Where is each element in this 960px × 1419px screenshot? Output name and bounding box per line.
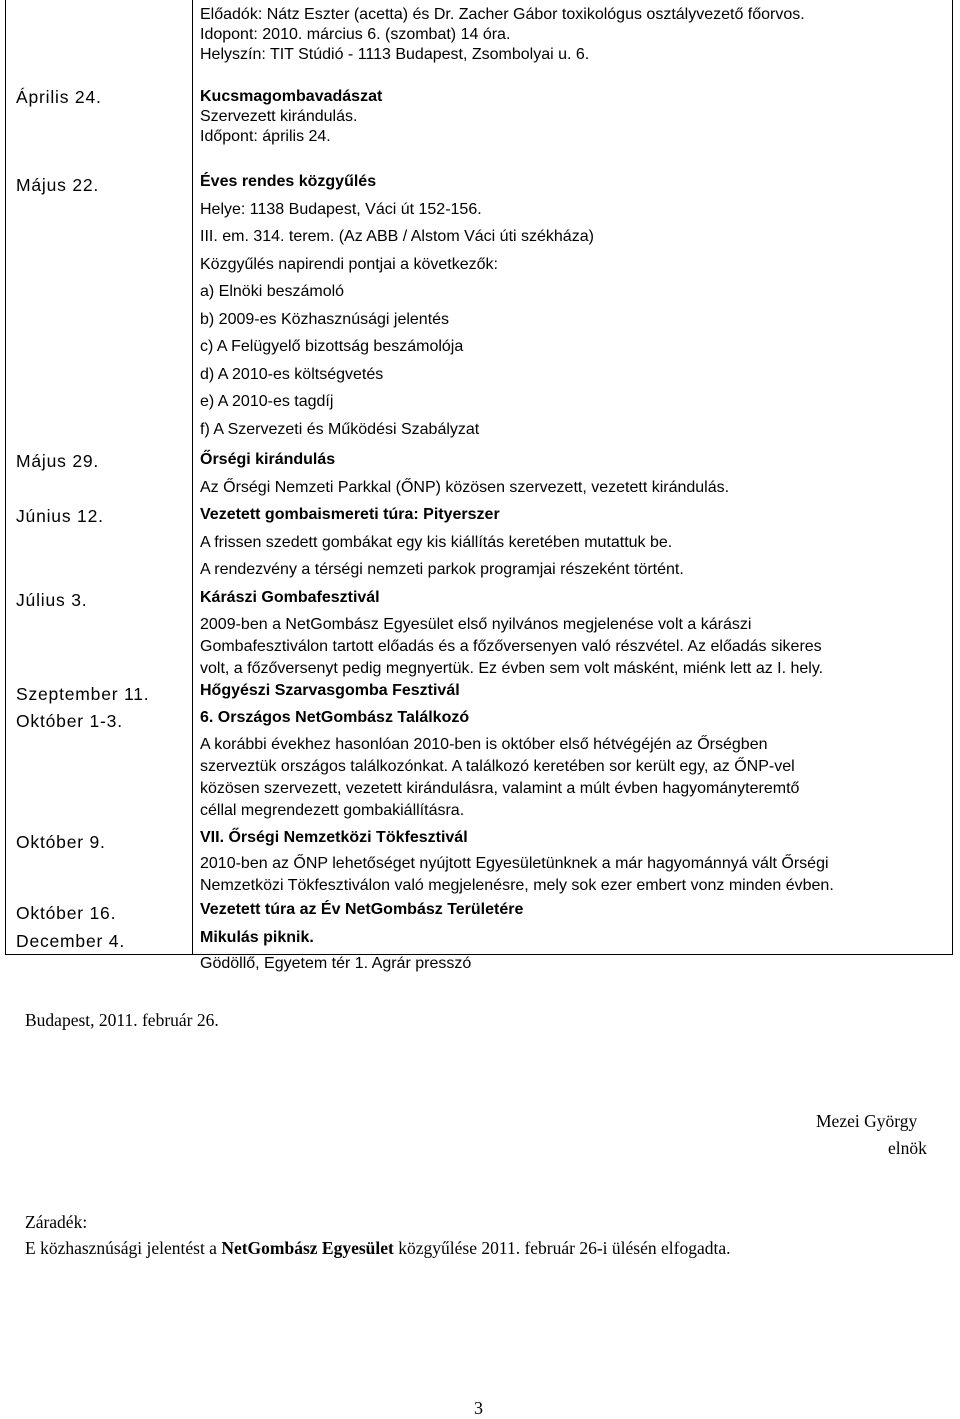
event-title: Hőgyészi Szarvasgomba Fesztivál bbox=[200, 682, 460, 699]
event-date: Szeptember 11. bbox=[16, 684, 150, 704]
agenda-item: c) A Felügyelő bizottság beszámolója bbox=[200, 338, 464, 355]
clause-post: közgyűlése 2011. február 26-i ülésén elfogadta. bbox=[393, 1238, 731, 1258]
organization-name: NetGombász Egyesület bbox=[221, 1238, 394, 1258]
event-date: Június 12. bbox=[16, 506, 104, 526]
place-date: Budapest, 2011. február 26. bbox=[25, 1010, 219, 1030]
event-line: III. em. 314. terem. (Az ABB / Alstom Váci úti székháza) bbox=[200, 228, 594, 245]
intro-line: Előadók: Nátz Eszter (acetta) és Dr. Zacher Gábor toxikológus osztályvezető főorvos. bbox=[200, 6, 805, 23]
event-line: Szervezett kirándulás. bbox=[200, 108, 358, 125]
agenda-item: a) Elnöki beszámoló bbox=[200, 283, 345, 300]
intro-line: Helyszín: TIT Stúdió - 1113 Budapest, Zsombolyai u. 6. bbox=[200, 46, 590, 63]
event-line: Közgyűlés napirendi pontjai a következők: bbox=[200, 255, 498, 273]
event-line: 2010-ben az ŐNP lehetőséget nyújtott Egyesületünknek a már hagyománnyá vált Őrségi bbox=[200, 855, 829, 872]
intro-line: Idopont: 2010. március 6. (szombat) 14 óra. bbox=[200, 26, 511, 43]
agenda-item: e) A 2010-es tagdíj bbox=[200, 393, 334, 410]
event-line: Időpont: április 24. bbox=[200, 128, 331, 145]
agenda-item: d) A 2010-es költségvetés bbox=[200, 365, 384, 383]
event-line: A frissen szedett gombákat egy kis kiállítás keretében mutattuk be. bbox=[200, 533, 673, 551]
page-number: 3 bbox=[474, 1398, 483, 1418]
event-line: közösen szervezett, vezetett kirándulásra, valamint a múlt évben hagyományteremtő bbox=[200, 780, 800, 797]
event-line: Gödöllő, Egyetem tér 1. Agrár presszó bbox=[200, 955, 472, 972]
event-title: Vezetett túra az Év NetGombász Területére bbox=[200, 901, 524, 918]
event-line: 2009-ben a NetGombász Egyesület első nyilvános megjelenése volt a kárászi bbox=[200, 616, 752, 633]
event-date: Október 1-3. bbox=[16, 711, 123, 731]
event-line: volt, a főzőversenyt pedig megnyertük. Ez évben sem volt másként, miénk lett az I. hely. bbox=[200, 660, 824, 677]
event-date: Október 16. bbox=[16, 903, 117, 923]
column-divider bbox=[192, 0, 193, 955]
event-line: Gombafesztiválon tartott előadás és a főzőversenyen való részvétel. Az előadás sikeres bbox=[200, 638, 822, 655]
event-title: Kárászi Gombafesztivál bbox=[200, 589, 380, 606]
clause-pre: E közhasznúsági jelentést a bbox=[25, 1238, 222, 1258]
event-date: Május 29. bbox=[16, 451, 100, 471]
events-table bbox=[5, 0, 953, 972]
event-date: December 4. bbox=[16, 931, 125, 951]
clause-label: Záradék: bbox=[25, 1212, 88, 1232]
event-title: 6. Országos NetGombász Találkozó bbox=[200, 709, 470, 726]
event-line: Az Őrségi Nemzeti Parkkal (ŐNP) közösen szervezett, vezetett kirándulás. bbox=[200, 478, 730, 496]
agenda-item: f) A Szervezeti és Működési Szabályzat bbox=[200, 420, 480, 438]
clause-text bbox=[25, 1238, 730, 1259]
event-line: Helye: 1138 Budapest, Váci út 152-156. bbox=[200, 200, 482, 218]
event-line: Nemzetközi Tökfesztiválon való megjelenésre, mely sok ezer embert vonz minden évben. bbox=[200, 877, 834, 894]
event-line: szerveztük országos találkozónkat. A találkozó keretében sor került egy, az ŐNP-vel bbox=[200, 758, 795, 775]
event-title: Őrségi kirándulás bbox=[200, 451, 336, 468]
event-date: Október 9. bbox=[16, 832, 106, 852]
signer-name: Mezei György bbox=[816, 1111, 918, 1131]
signer-title: elnök bbox=[888, 1138, 927, 1158]
event-title: Mikulás piknik. bbox=[200, 929, 314, 946]
event-line: céllal megrendezett gombakiállításra. bbox=[200, 802, 465, 819]
event-line: A korábbi évekhez hasonlóan 2010-ben is október első hétvégéjén az Őrségben bbox=[200, 736, 768, 753]
event-date: Április 24. bbox=[16, 87, 102, 107]
event-date: Május 22. bbox=[16, 175, 100, 195]
agenda-item: b) 2009-es Közhasznúsági jelentés bbox=[200, 310, 450, 328]
event-title: Éves rendes közgyűlés bbox=[200, 173, 377, 190]
event-date: Július 3. bbox=[16, 590, 88, 610]
event-title: Vezetett gombaismereti túra: Pityerszer bbox=[200, 506, 500, 523]
event-title: Kucsmagombavadászat bbox=[200, 88, 383, 105]
event-line: A rendezvény a térségi nemzeti parkok programjai részeként történt. bbox=[200, 561, 684, 578]
event-title: VII. Őrségi Nemzetközi Tökfesztivál bbox=[200, 829, 468, 846]
